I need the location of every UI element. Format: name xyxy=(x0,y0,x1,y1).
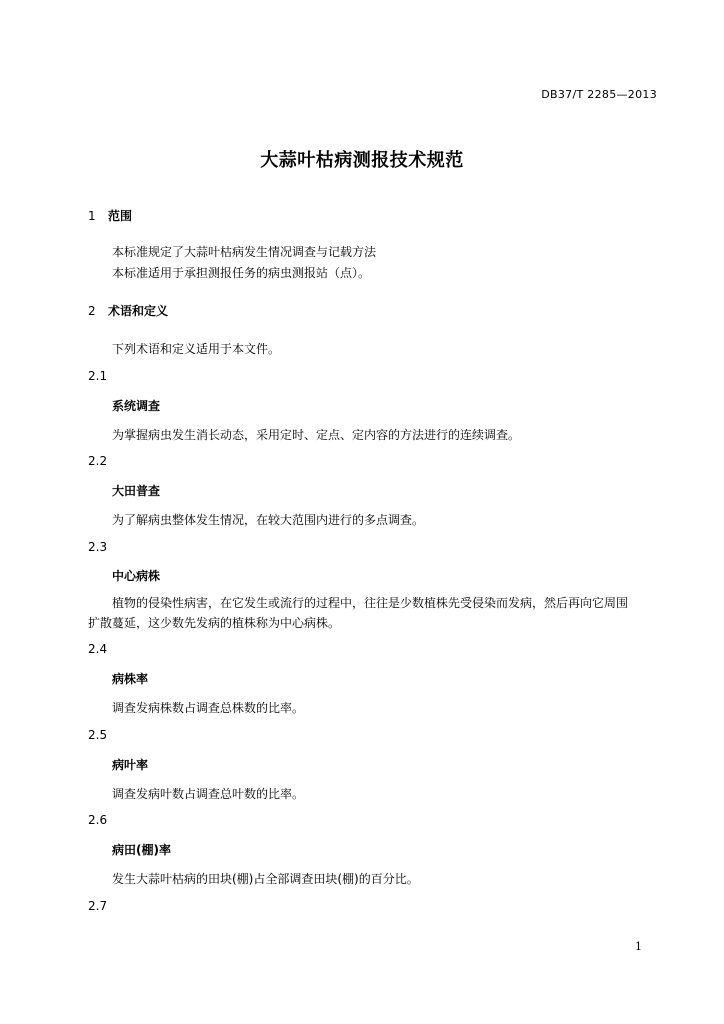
term-2-3-definition-line-2: 扩散蔓延，这少数先发病的植株称为中心病株。 xyxy=(88,616,341,630)
section-2-title: 术语和定义 xyxy=(108,304,169,318)
term-2-6-name: 病田(棚)率 xyxy=(112,843,171,857)
scope-paragraph-1: 本标准规定了大蒜叶枯病发生情况调查与记载方法 xyxy=(112,245,377,259)
term-2-3-number: 2.3 xyxy=(88,540,108,554)
terms-intro: 下列术语和定义适用于本文件。 xyxy=(112,342,281,356)
term-2-6-definition: 发生大蒜叶枯病的田块(棚)占全部调查田块(棚)的百分比。 xyxy=(112,872,419,886)
scope-paragraph-2: 本标准适用于承担测报任务的病虫测报站（点）。 xyxy=(112,266,371,280)
term-2-2-name: 大田普查 xyxy=(112,484,161,498)
term-2-3-definition-line-1: 植物的侵染性病害，在它发生或流行的过程中，往往是少数植株先受侵染而发病，然后再向它周围 xyxy=(112,596,629,610)
term-2-1-name: 系统调查 xyxy=(112,399,161,413)
term-2-6-number: 2.6 xyxy=(88,813,108,827)
term-2-4-definition: 调查发病株数占调查总株数的比率。 xyxy=(112,701,305,715)
term-2-4-name: 病株率 xyxy=(112,672,149,686)
page-number: 1 xyxy=(635,940,642,953)
standard-code: DB37/T 2285—2013 xyxy=(541,88,657,101)
term-2-1-definition: 为掌握病虫发生消长动态，采用定时、定点、定内容的方法进行的连续调查。 xyxy=(112,428,521,442)
term-2-5-name: 病叶率 xyxy=(112,758,149,772)
section-1-number: 1 xyxy=(88,209,96,223)
document-title: 大蒜叶枯病测报技术规范 xyxy=(260,150,464,171)
section-1-title: 范围 xyxy=(108,209,133,223)
section-2-number: 2 xyxy=(88,304,96,318)
term-2-3-name: 中心病株 xyxy=(112,569,161,583)
section-2-heading xyxy=(88,302,168,319)
term-2-5-number: 2.5 xyxy=(88,728,108,742)
term-2-2-number: 2.2 xyxy=(88,454,108,468)
term-2-5-definition: 调查发病叶数占调查总叶数的比率。 xyxy=(112,787,305,801)
term-2-4-number: 2.4 xyxy=(88,642,108,656)
term-2-7-number: 2.7 xyxy=(88,899,108,913)
term-2-1-number: 2.1 xyxy=(88,369,108,383)
term-2-2-definition: 为了解病虫整体发生情况，在较大范围内进行的多点调查。 xyxy=(112,513,425,527)
section-1-heading xyxy=(88,207,132,224)
